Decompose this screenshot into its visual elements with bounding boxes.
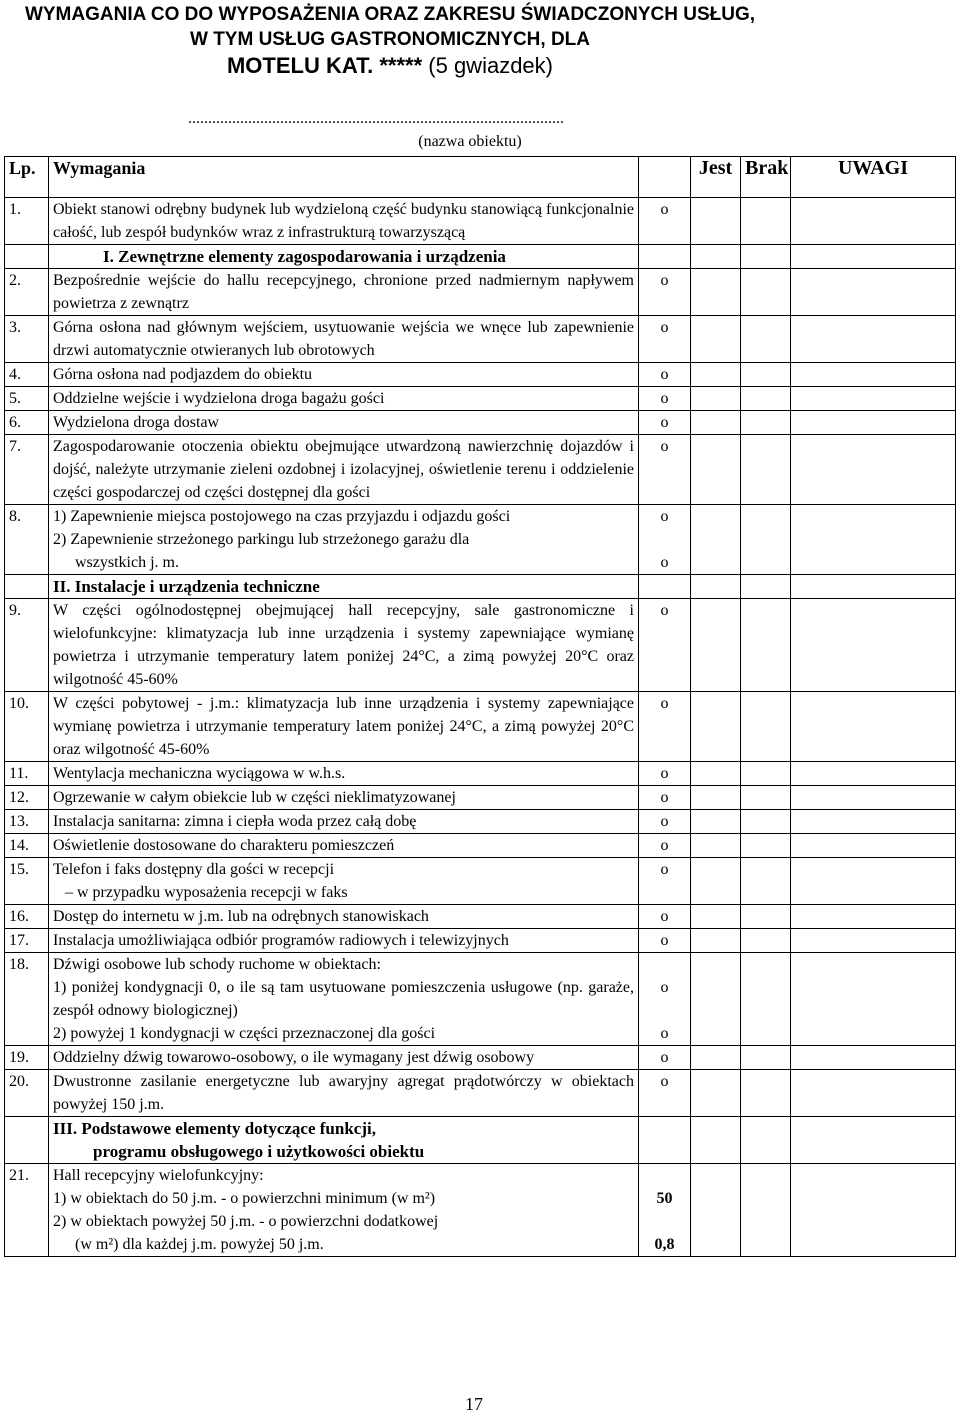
uwagi-cell[interactable]	[791, 762, 956, 786]
jest-cell[interactable]	[691, 953, 741, 1046]
row-value: o	[639, 387, 691, 411]
table-row	[5, 905, 956, 929]
jest-cell[interactable]	[691, 1117, 741, 1164]
row-description: Oświetlenie dostosowane do charakteru pomieszczeń	[49, 834, 639, 858]
row-value: o	[639, 929, 691, 953]
table-header-row	[5, 157, 956, 198]
uwagi-cell[interactable]	[791, 269, 956, 316]
jest-cell[interactable]	[691, 363, 741, 387]
section-value	[639, 245, 691, 269]
row-line: 1) Zapewnienie miejsca postojowego na czas przyjazdu i odjazdu gości	[53, 508, 511, 525]
header-value	[639, 157, 691, 198]
section-title: II. Instalacje i urządzenia techniczne	[49, 575, 639, 599]
row-value: o	[639, 786, 691, 810]
header-wymagania: Wymagania	[49, 157, 639, 198]
jest-cell[interactable]	[691, 905, 741, 929]
row-value: o	[639, 363, 691, 387]
row-lp: 6.	[5, 411, 49, 435]
brak-cell[interactable]	[741, 1164, 791, 1257]
row-value: o	[639, 762, 691, 786]
row-description: Zagospodarowanie otoczenia obiektu obejmujące utwardzoną nawierzchnię dojazdów i dojść, należyte utrzymanie zieleni ozdobnej i izolacyjnej, oświetlenie terenu i oddzielenie części gospodarczej od części dostępnej dla gości	[49, 435, 639, 505]
row-value: o	[639, 435, 691, 505]
uwagi-cell[interactable]	[791, 411, 956, 435]
row-description: Dostęp do internetu w j.m. lub na odrębnych stanowiskach	[49, 905, 639, 929]
section-title: I. Zewnętrzne elementy zagospodarowania i urządzenia	[49, 245, 639, 269]
uwagi-cell[interactable]	[791, 1070, 956, 1117]
jest-cell[interactable]	[691, 599, 741, 692]
row-description: W części ogólnodostępnej obejmującej hall recepcyjny, sale gastronomiczne i wielofunkcyjne: klimatyzacja lub inne urządzenia i systemy zapewniające wymianę powietrza i utrzymanie temperatury latem poniżej 24°C, a zimą powyżej 20°C oraz wilgotność 45-60%	[49, 599, 639, 692]
jest-cell[interactable]	[691, 929, 741, 953]
row-description: Oddzielny dźwig towarowo-osobowy, o ile wymagany jest dźwig osobowy	[49, 1046, 639, 1070]
object-name-field: ..............................................................................................	[188, 110, 564, 127]
brak-cell[interactable]	[741, 810, 791, 834]
row-lp: 4.	[5, 363, 49, 387]
row-lp: 16.	[5, 905, 49, 929]
table-row	[5, 363, 956, 387]
row-lp: 20.	[5, 1070, 49, 1117]
row-lp: 17.	[5, 929, 49, 953]
brak-cell[interactable]	[741, 1070, 791, 1117]
uwagi-cell[interactable]	[791, 905, 956, 929]
table-row	[5, 411, 956, 435]
table-row	[5, 435, 956, 505]
row-line: 1) poniżej kondygnacji 0, o ile są tam usytuowane pomieszczenia usługowe (np. garaże, zespół odnowy biologicznej)	[53, 979, 634, 1019]
jest-cell[interactable]	[691, 692, 741, 762]
document-title-line2: W TYM USŁUG GASTRONOMICZNYCH, DLA	[189, 29, 591, 50]
row-lp: 13.	[5, 810, 49, 834]
uwagi-cell[interactable]	[791, 363, 956, 387]
row-value: o	[639, 599, 691, 692]
row-description: Ogrzewanie w całym obiekcie lub w części nieklimatyzowanej	[49, 786, 639, 810]
table-row	[5, 198, 956, 245]
brak-cell[interactable]	[741, 1046, 791, 1070]
uwagi-cell[interactable]	[791, 435, 956, 505]
table-row	[5, 599, 956, 692]
row-description: W części pobytowej - j.m.: klimatyzacja lub inne urządzenia i systemy zapewniające wymianę powietrza i utrzymanie temperatury latem poniżej 24°C, a zimą powyżej 20°C oraz wilgotność 45-60%	[49, 692, 639, 762]
table-row	[5, 810, 956, 834]
brak-cell[interactable]	[741, 858, 791, 905]
row-line: Dźwigi osobowe lub schody ruchome w obiektach:	[53, 956, 381, 973]
jest-cell[interactable]	[691, 245, 741, 269]
row-value	[639, 953, 691, 1046]
row-lp: 15.	[5, 858, 49, 905]
row-value: o	[639, 198, 691, 245]
document-title-line1: WYMAGANIA CO DO WYPOSAŻENIA ORAZ ZAKRESU ŚWIADCZONYCH USŁUG,	[24, 4, 756, 25]
brak-cell[interactable]	[741, 599, 791, 692]
requirements-table	[4, 156, 956, 1257]
page-number: 17	[465, 1394, 483, 1414]
section-row	[5, 575, 956, 599]
table-row	[5, 1164, 956, 1257]
row-lp: 9.	[5, 599, 49, 692]
jest-cell[interactable]	[691, 1070, 741, 1117]
uwagi-cell[interactable]	[791, 387, 956, 411]
uwagi-cell[interactable]	[791, 786, 956, 810]
uwagi-cell[interactable]	[791, 1046, 956, 1070]
row-line: wszystkich j. m.	[75, 554, 179, 571]
row-line: Telefon i faks dostępny dla gości w recepcji	[53, 861, 335, 878]
row-lp: 14.	[5, 834, 49, 858]
row-line: 1) w obiektach do 50 j.m. - o powierzchni minimum (w m²)	[53, 1190, 436, 1207]
row-description: Bezpośrednie wejście do hallu recepcyjnego, chronione przed nadmiernym napływem powietrza z zewnątrz	[49, 269, 639, 316]
value-2: o	[660, 1025, 669, 1042]
section-title	[49, 1117, 639, 1164]
table-row	[5, 762, 956, 786]
uwagi-cell[interactable]	[791, 858, 956, 905]
brak-cell[interactable]	[741, 786, 791, 810]
row-description	[49, 858, 639, 905]
object-name-label: (nazwa obiektu)	[418, 133, 522, 150]
table-row	[5, 387, 956, 411]
table-row	[5, 316, 956, 363]
table-row	[5, 692, 956, 762]
table-row	[5, 1070, 956, 1117]
brak-cell[interactable]	[741, 435, 791, 505]
row-value: o	[639, 905, 691, 929]
brak-cell[interactable]	[741, 316, 791, 363]
row-value	[639, 1164, 691, 1257]
row-line: 2) powyżej 1 kondygnacji w części przeznaczonej dla gości	[53, 1025, 436, 1042]
row-line: 2) w obiektach powyżej 50 j.m. - o powierzchni dodatkowej	[53, 1213, 439, 1230]
jest-cell[interactable]	[691, 834, 741, 858]
row-line: (w m²) dla każdej j.m. powyżej 50 j.m.	[75, 1236, 324, 1253]
brak-cell[interactable]	[741, 575, 791, 599]
jest-cell[interactable]	[691, 575, 741, 599]
row-lp: 11.	[5, 762, 49, 786]
uwagi-cell[interactable]	[791, 953, 956, 1046]
brak-cell[interactable]	[741, 1117, 791, 1164]
table-row	[5, 929, 956, 953]
section-lp	[5, 245, 49, 269]
uwagi-cell[interactable]	[791, 1164, 956, 1257]
value-1: 50	[656, 1190, 673, 1207]
row-description: Oddzielne wejście i wydzielona droga bagażu gości	[49, 387, 639, 411]
jest-cell[interactable]	[691, 316, 741, 363]
jest-cell[interactable]	[691, 858, 741, 905]
row-description: Wentylacja mechaniczna wyciągowa w w.h.s.	[49, 762, 639, 786]
section-lp	[5, 575, 49, 599]
section-row	[5, 245, 956, 269]
uwagi-cell[interactable]	[791, 692, 956, 762]
jest-cell[interactable]	[691, 1164, 741, 1257]
brak-cell[interactable]	[741, 245, 791, 269]
brak-cell[interactable]	[741, 834, 791, 858]
jest-cell[interactable]	[691, 387, 741, 411]
brak-cell[interactable]	[741, 363, 791, 387]
header-uwagi: UWAGI	[791, 157, 956, 198]
row-value: o	[639, 316, 691, 363]
row-description: Górna osłona nad głównym wejściem, usytuowanie wejścia we wnęce lub zapewnienie drzwi automatycznie otwieranych lub obrotowych	[49, 316, 639, 363]
row-value	[639, 505, 691, 575]
uwagi-cell[interactable]	[791, 810, 956, 834]
row-lp: 2.	[5, 269, 49, 316]
brak-cell[interactable]	[741, 929, 791, 953]
header-lp: Lp.	[5, 157, 49, 198]
value-1: o	[660, 979, 669, 996]
value-2: 0,8	[654, 1236, 675, 1253]
row-value: o	[639, 269, 691, 316]
jest-cell[interactable]	[691, 505, 741, 575]
brak-cell[interactable]	[741, 505, 791, 575]
table-row	[5, 953, 956, 1046]
uwagi-cell[interactable]	[791, 599, 956, 692]
uwagi-cell[interactable]	[791, 245, 956, 269]
brak-cell[interactable]	[741, 762, 791, 786]
row-description: Instalacja sanitarna: zimna i ciepła woda przez całą dobę	[49, 810, 639, 834]
row-value: o	[639, 858, 691, 905]
jest-cell[interactable]	[691, 198, 741, 245]
row-lp: 12.	[5, 786, 49, 810]
row-value: o	[639, 810, 691, 834]
section-value	[639, 575, 691, 599]
brak-cell[interactable]	[741, 905, 791, 929]
brak-cell[interactable]	[741, 269, 791, 316]
row-description	[49, 1164, 639, 1257]
section-title-line: III. Podstawowe elementy dotyczące funkcji,	[53, 1119, 376, 1138]
row-value: o	[639, 834, 691, 858]
jest-cell[interactable]	[691, 411, 741, 435]
jest-cell[interactable]	[691, 762, 741, 786]
table-row	[5, 834, 956, 858]
row-description: Wydzielona droga dostaw	[49, 411, 639, 435]
row-description: Obiekt stanowi odrębny budynek lub wydzieloną część budynku stanowiącą funkcjonalnie całość, lub zespół budynków wraz z infrastrukturą towarzyszącą	[49, 198, 639, 245]
row-lp: 10.	[5, 692, 49, 762]
row-lp: 8.	[5, 505, 49, 575]
header-jest: Jest	[691, 157, 741, 198]
row-line: Hall recepcyjny wielofunkcyjny:	[53, 1167, 264, 1184]
uwagi-cell[interactable]	[791, 316, 956, 363]
jest-cell[interactable]	[691, 435, 741, 505]
row-lp: 1.	[5, 198, 49, 245]
table-row	[5, 858, 956, 905]
header-brak: Brak	[741, 157, 791, 198]
row-value: o	[639, 692, 691, 762]
row-lp: 3.	[5, 316, 49, 363]
jest-cell[interactable]	[691, 269, 741, 316]
row-description: Dwustronne zasilanie energetyczne lub awaryjny agregat prądotwórczy w obiektach powyżej 150 j.m.	[49, 1070, 639, 1117]
row-lp: 5.	[5, 387, 49, 411]
row-description	[49, 505, 639, 575]
jest-cell[interactable]	[691, 786, 741, 810]
section-lp	[5, 1117, 49, 1164]
value-2: o	[660, 554, 669, 571]
row-lp: 19.	[5, 1046, 49, 1070]
row-description: Górna osłona nad podjazdem do obiektu	[49, 363, 639, 387]
uwagi-cell[interactable]	[791, 929, 956, 953]
row-description	[49, 953, 639, 1046]
row-lp: 18.	[5, 953, 49, 1046]
row-value: o	[639, 1046, 691, 1070]
table-row	[5, 1046, 956, 1070]
uwagi-cell[interactable]	[791, 1117, 956, 1164]
table-row	[5, 269, 956, 316]
table-row	[5, 505, 956, 575]
brak-cell[interactable]	[741, 198, 791, 245]
uwagi-cell[interactable]	[791, 834, 956, 858]
document-title-line3: MOTELU KAT. ***** (5 gwiazdek)	[226, 53, 553, 78]
jest-cell[interactable]	[691, 1046, 741, 1070]
uwagi-cell[interactable]	[791, 505, 956, 575]
brak-cell[interactable]	[741, 953, 791, 1046]
row-value: o	[639, 1070, 691, 1117]
brak-cell[interactable]	[741, 692, 791, 762]
value-1: o	[660, 508, 669, 525]
jest-cell[interactable]	[691, 810, 741, 834]
row-line: – w przypadku wyposażenia recepcji w faks	[65, 884, 348, 901]
section-value	[639, 1117, 691, 1164]
row-lp: 21.	[5, 1164, 49, 1257]
section-title-line: programu obsługowego i użytkowości obiektu	[93, 1142, 425, 1161]
section-row	[5, 1117, 956, 1164]
uwagi-cell[interactable]	[791, 198, 956, 245]
row-description: Instalacja umożliwiająca odbiór programów radiowych i telewizyjnych	[49, 929, 639, 953]
table-row	[5, 786, 956, 810]
row-line: 2) Zapewnienie strzeżonego parkingu lub strzeżonego garażu dla	[53, 531, 470, 548]
brak-cell[interactable]	[741, 387, 791, 411]
uwagi-cell[interactable]	[791, 575, 956, 599]
brak-cell[interactable]	[741, 411, 791, 435]
row-value: o	[639, 411, 691, 435]
row-lp: 7.	[5, 435, 49, 505]
